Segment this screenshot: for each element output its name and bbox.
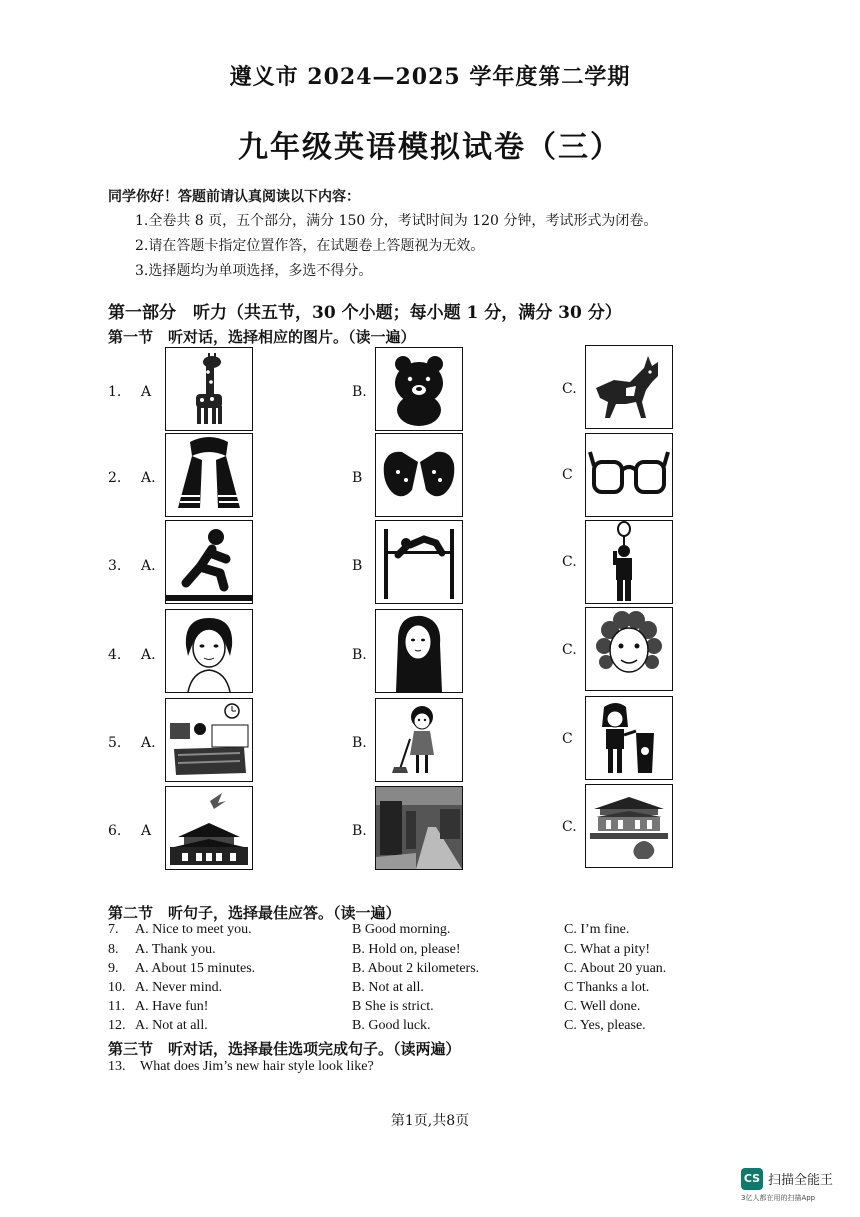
bedroom-picture [165,698,253,782]
glasses-picture [585,433,673,517]
q3-option-c-label: C. [562,554,577,570]
q7-option-c: C. I’m fine. [564,922,630,937]
q3-option-a-label: A. [141,558,156,574]
q5-option-c-label: C [562,731,573,747]
q13-question: What does Jim’s new hair style look like? [140,1059,374,1074]
scanner-tagline: 3亿人都在用的扫描App [741,1194,816,1202]
q1-number: 1. [108,384,122,400]
street-picture [375,786,463,870]
q12-number: 12. [108,1018,126,1033]
q2-number: 2. [108,470,122,486]
q10-option-a: A. Never mind. [135,980,223,995]
tennis-player-picture [585,520,673,604]
q11-option-b: B She is strict. [352,999,434,1014]
long-hair-girl-picture [375,609,463,693]
scanner-watermark [741,1165,841,1205]
q11-number: 11. [108,999,125,1014]
instruction-note-2: 2.请在答题卡指定位置作答，在试题卷上答题视为无效。 [135,238,485,254]
q1-option-a-label: A [141,384,152,400]
q12-option-a: A. Not at all. [135,1018,208,1033]
q10-number: 10. [108,980,126,995]
q5-option-a-label: A. [141,735,156,751]
scanner-app-name: 扫描全能王 [768,1173,834,1188]
wolf-picture [585,345,673,429]
q6-option-a-label: A [141,823,152,839]
q11-option-c: C. Well done. [564,999,641,1014]
q2-option-c-label: C [562,467,573,483]
girl-trash-picture [585,696,673,780]
gloves-picture [375,433,463,517]
q8-option-c: C. What a pity! [564,942,651,957]
q9-number: 9. [108,961,119,976]
giraffe-picture [165,347,253,431]
q3-option-b-label: B [352,558,363,574]
section3-title: 第三节 听对话，选择最佳选项完成句子。（读两遍） [108,1040,461,1058]
instruction-note-3: 3.选择题均为单项选择，多选不得分。 [135,263,373,279]
q7-option-b: B Good morning. [352,922,451,937]
q8-option-b: B. Hold on, please! [352,942,461,957]
exam-title: 九年级英语模拟试卷（三） [238,130,622,165]
q9-option-a: A. About 15 minutes. [135,961,256,976]
girl-sweeping-picture [375,698,463,782]
q10-option-c: C Thanks a lot. [564,980,650,995]
q10-option-b: B. Not at all. [352,980,424,995]
long-jump-picture [165,520,253,604]
tiananmen-picture [165,786,253,870]
q8-option-a: A. Thank you. [135,942,216,957]
section1-title: 第一节 听对话，选择相应的图片。（读一遍） [108,328,416,346]
palace-picture [585,784,673,868]
q8-number: 8. [108,942,119,957]
q11-option-a: A. Have fun! [135,999,209,1014]
q7-number: 7. [108,922,119,937]
q1-option-c-label: C. [562,381,577,397]
curly-hair-girl-picture [585,607,673,691]
page-number: 第1页,共8页 [390,1113,470,1129]
q6-option-b-label: B. [352,823,367,839]
exam-header-line1: 遵义市 2024—2025 学年度第二学期 [229,64,631,90]
q4-option-b-label: B. [352,647,367,663]
bear-picture [375,347,463,431]
q9-option-c: C. About 20 yuan. [564,961,667,976]
q6-number: 6. [108,823,122,839]
q4-option-a-label: A. [141,647,156,663]
short-hair-girl-picture [165,609,253,693]
q5-number: 5. [108,735,122,751]
instructions-greeting: 同学你好！答题前请认真阅读以下内容： [108,189,360,205]
q9-option-b: B. About 2 kilometers. [352,961,480,976]
q4-option-c-label: C. [562,642,577,658]
part1-title: 第一部分 听力（共五节，30 个小题；每小题 1 分，满分 30 分） [108,303,622,323]
q2-option-b-label: B [352,470,363,486]
high-jump-picture [375,520,463,604]
q6-option-c-label: C. [562,819,577,835]
q12-option-c: C. Yes, please. [564,1018,646,1033]
q2-option-a-label: A. [141,470,156,486]
q7-option-a: A. Nice to meet you. [135,922,252,937]
scanner-logo-icon: CS [741,1168,763,1190]
q13-number: 13. [108,1059,126,1074]
q12-option-b: B. Good luck. [352,1018,431,1033]
q1-option-b-label: B. [352,384,367,400]
q4-number: 4. [108,647,122,663]
q3-number: 3. [108,558,122,574]
instruction-note-1: 1.全卷共 8 页，五个部分，满分 150 分，考试时间为 120 分钟，考试形式为闭卷。 [135,213,658,229]
section2-title: 第二节 听句子，选择最佳应答。（读一遍） [108,904,401,922]
scarf-picture [165,433,253,517]
q5-option-b-label: B. [352,735,367,751]
